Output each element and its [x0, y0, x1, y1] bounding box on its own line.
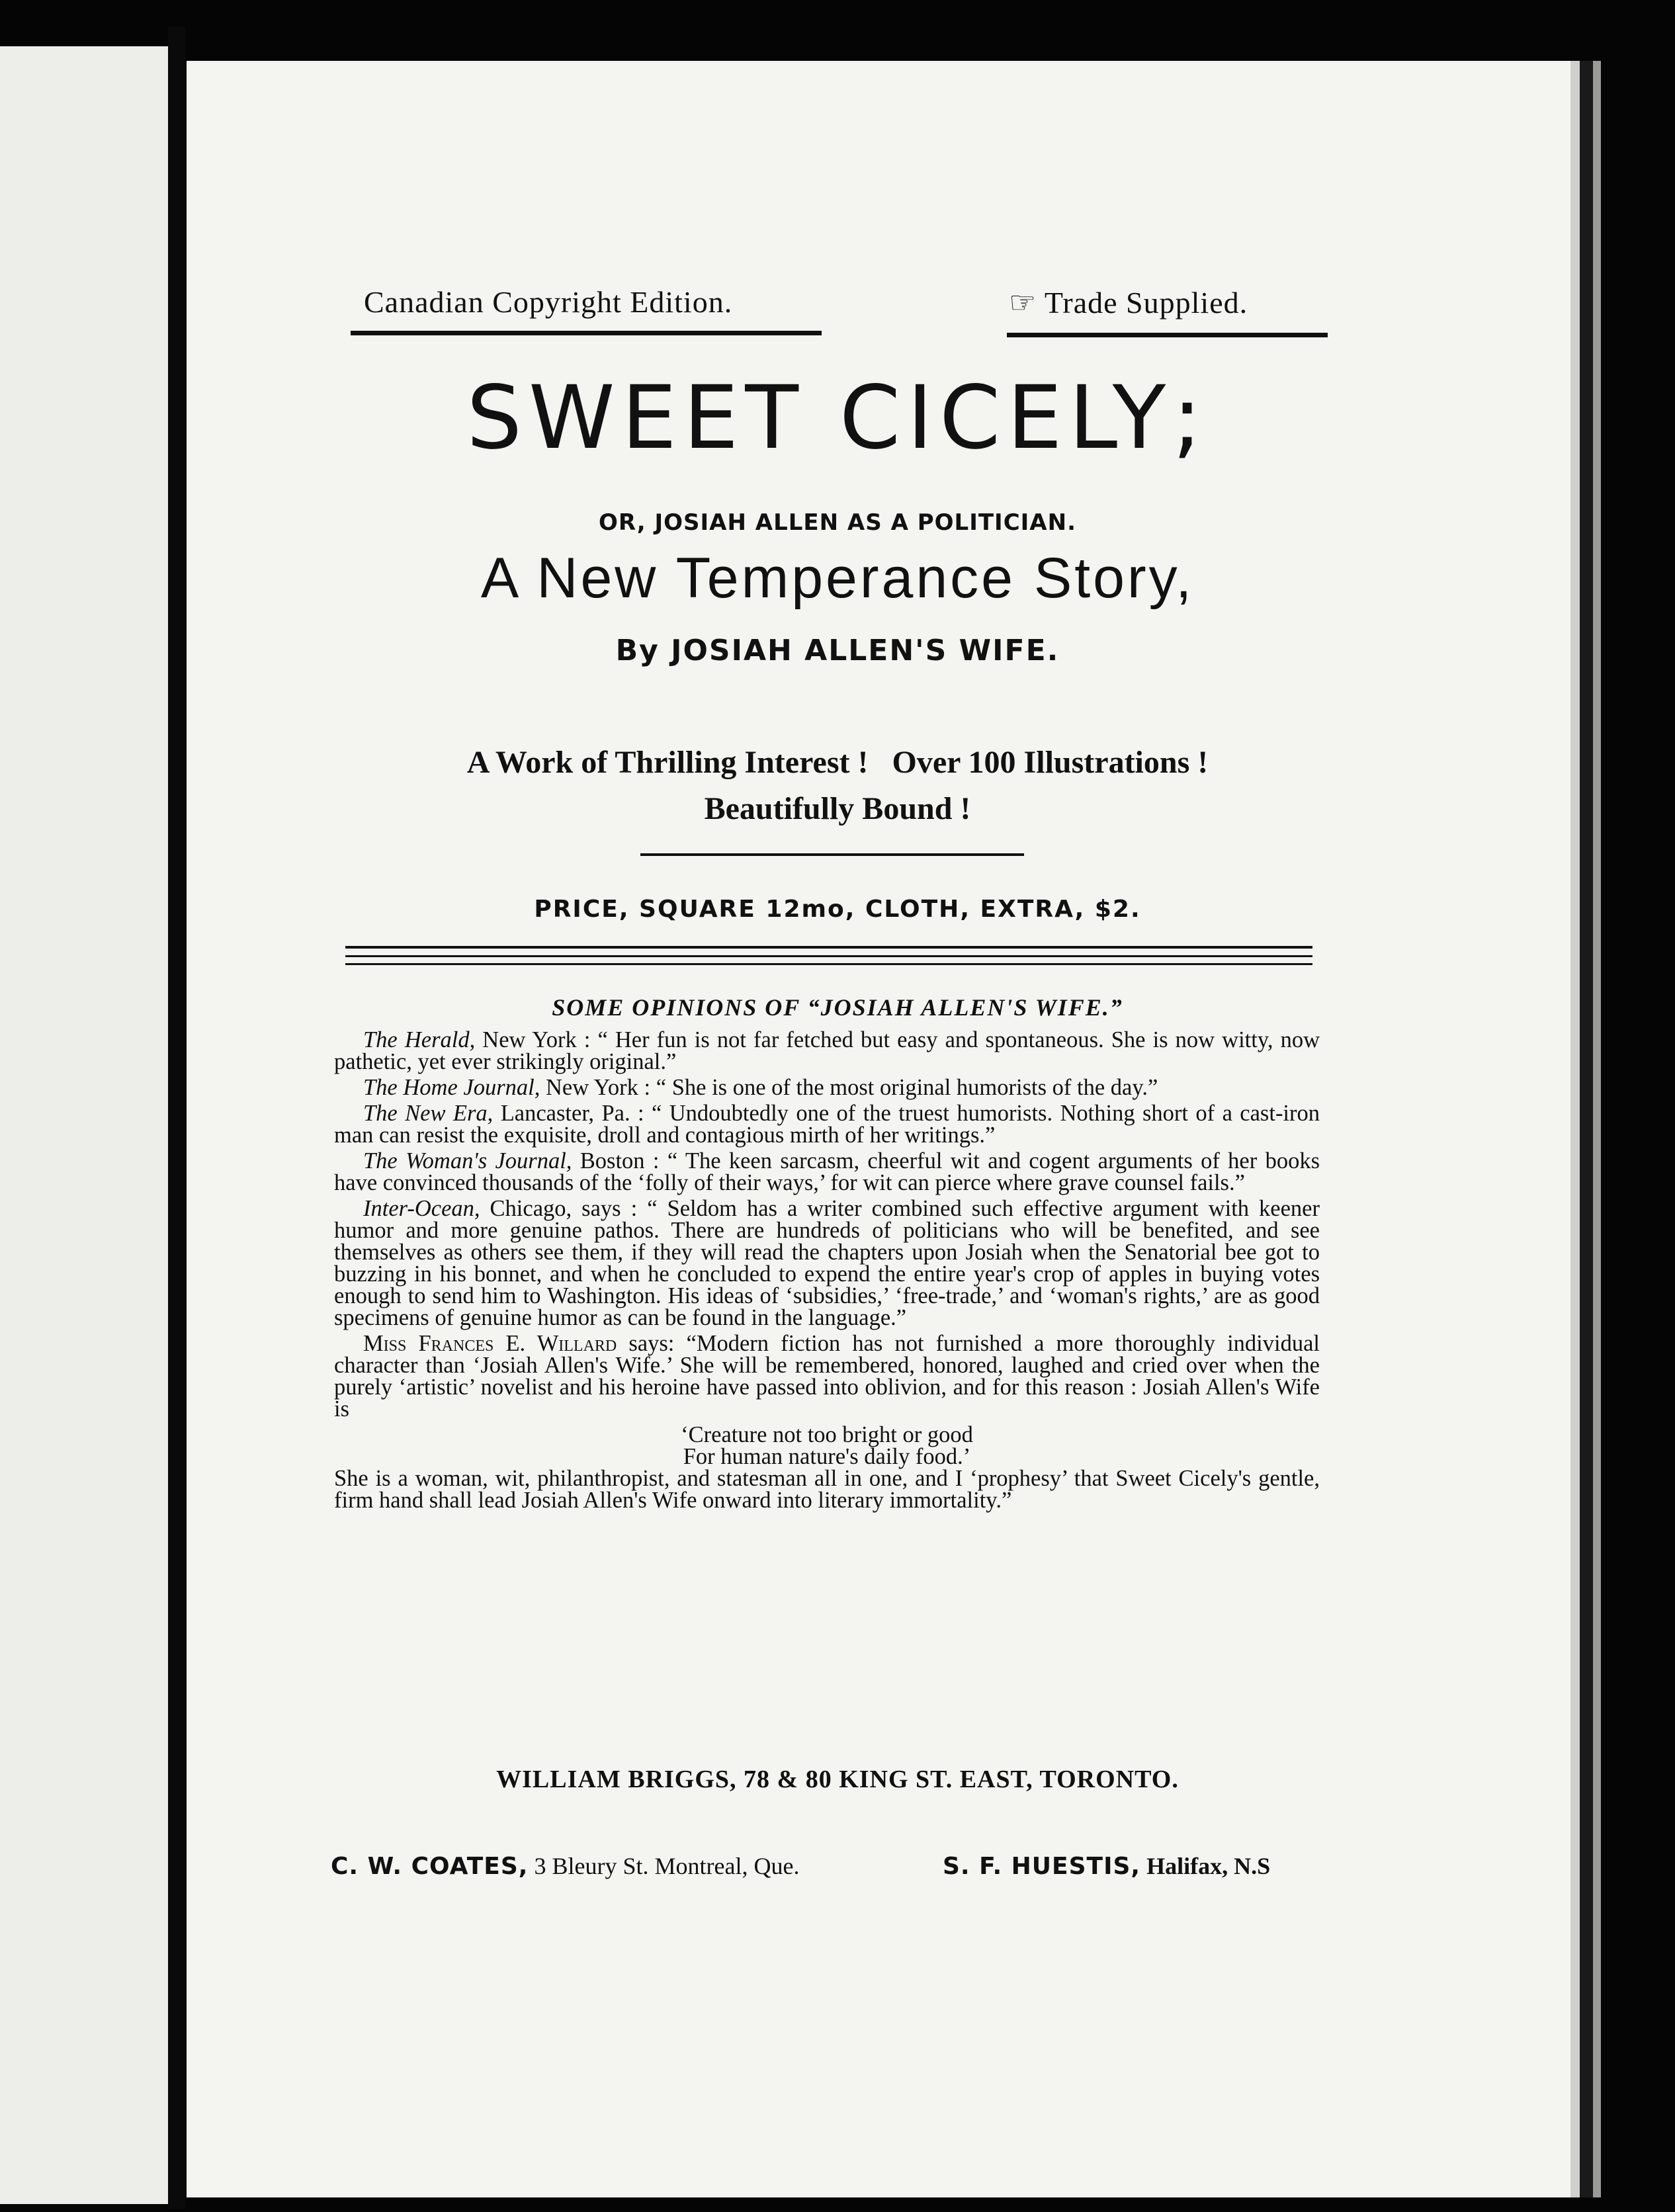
pointing-hand-icon: ☞: [1009, 286, 1037, 319]
opinion-inter-ocean: Inter-Ocean, Chicago, says : “ Seldom has a writer combined such effective argument with keener humor and more genuine pathos. There are hundreds of politicians who will be benefited, and see themselves as others see them, if they will read the chapters upon Josiah when the Senatorial bee got to buzzing in his bonnet, and when he concluded to expend the entire year's crop of apples in buying votes enough to send him to Washington. His ideas of ‘subsidies,’ ‘free-trade,’ and ‘woman's rights,’ are as good specimens of genuine humor as can be found in the language.”: [334, 1196, 1320, 1330]
opinion-home-journal: The Home Journal, New York : “ She is one of the most original humorists of the day.”: [363, 1075, 1158, 1100]
agent-halifax: S. F. HUESTIS, Halifax, N.S: [943, 1853, 1271, 1880]
binding-gutter: [168, 26, 185, 2209]
opinions-body: [334, 1029, 1320, 1515]
opinion-willard-closing: She is a woman, wit, philanthropist, and statesman all in one, and I ‘prophesy’ that Sweet Cicely's gentle, firm hand shall lead Josiah Allen's Wife onward into literary immortality.”: [334, 1466, 1320, 1513]
divider-rule-3: [345, 963, 1312, 965]
header-rule-right: [1007, 333, 1328, 337]
divider-rule-1: [345, 946, 1312, 949]
price-line: PRICE, SQUARE 12mo, CLOTH, EXTRA, $2.: [534, 896, 1141, 923]
promo-line-1: A Work of Thrilling Interest ! Over 100 Illustrations !: [466, 745, 1209, 780]
divider-rule-2: [345, 955, 1312, 957]
book-tagline: A New Temperance Story,: [480, 546, 1195, 610]
poem-line-2: For human nature's daily food.’: [683, 1444, 971, 1469]
promo-line-2: Beautifully Bound !: [704, 791, 971, 826]
poem-line-1: ‘Creature not too bright or good: [681, 1422, 973, 1447]
opinion-new-era: The New Era, Lancaster, Pa. : “ Undoubtedly one of the truest humorists. Nothing short of a cast-iron man can resist the exquisite, droll and contagious mirth of her writings.”: [334, 1101, 1320, 1148]
promo-text: [0, 740, 1675, 832]
opinions-heading: SOME OPINIONS OF “JOSIAH ALLEN'S WIFE.”: [552, 994, 1123, 1021]
trade-supplied-label: ☞ Trade Supplied.: [1009, 286, 1248, 319]
book-title: SWEET CICELY;: [466, 367, 1209, 469]
publisher-line: WILLIAM BRIGGS, 78 & 80 KING ST. EAST, TORONTO.: [496, 1765, 1179, 1793]
agent-montreal: C. W. COATES, 3 Bleury St. Montreal, Que.: [331, 1853, 800, 1880]
copyright-edition-label: Canadian Copyright Edition.: [364, 285, 733, 319]
book-subtitle: OR, JOSIAH ALLEN AS A POLITICIAN.: [599, 509, 1076, 536]
opinion-herald: The Herald, New York : “ Her fun is not far fetched but easy and spontaneous. She is now witty, now pathetic, yet ever strikingly original.”: [334, 1027, 1320, 1074]
author-byline: By JOSIAH ALLEN'S WIFE.: [615, 634, 1060, 667]
header-rule-left: [351, 331, 822, 335]
opinion-womans-journal: The Woman's Journal, Boston : “ The keen sarcasm, cheerful wit and cogent arguments of her books have convinced thousands of the ‘folly of their ways,’ for wit can pierce where grave counsel fails.”: [334, 1148, 1320, 1195]
promo-rule: [640, 853, 1024, 856]
opinion-willard: Miss Frances E. Willard says: “Modern fiction has not furnished a more thoroughly individual character than ‘Josiah Allen's Wife.’ She will be remembered, honored, laughed and cried over when the purely ‘artistic’ novelist and his heroine have passed into oblivion, and for this reason : Josiah Allen's Wife is: [334, 1331, 1320, 1422]
